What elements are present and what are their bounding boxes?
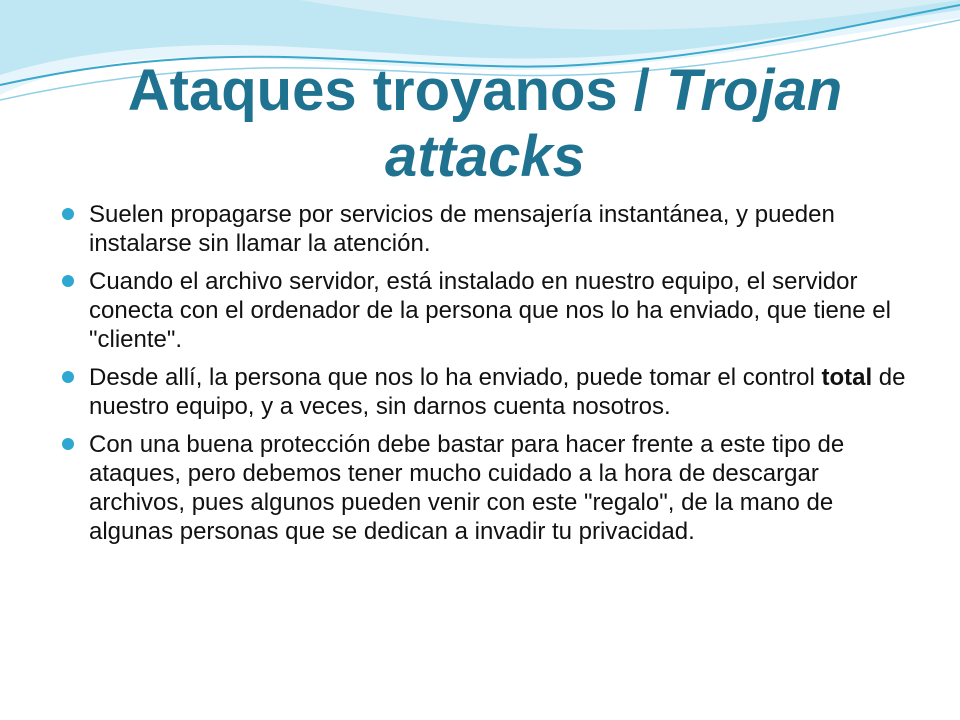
bullet-text-bold: total bbox=[821, 364, 873, 391]
bullet-item bbox=[62, 200, 912, 258]
bullet-text-after: de nuestro equipo, y a veces, sin darnos cuenta nosotros. bbox=[89, 364, 906, 420]
bullet-dot-icon bbox=[62, 438, 74, 450]
bullet-dot-icon bbox=[62, 208, 74, 220]
bullet-item bbox=[62, 363, 912, 421]
bullet-dot-icon bbox=[62, 275, 74, 287]
bullet-text: Cuando el archivo servidor, está instalado en nuestro equipo, el servidor conecta con el ordenador de la persona que nos lo ha enviado, que tiene el "cliente". bbox=[89, 268, 891, 353]
bullet-item bbox=[62, 430, 912, 546]
bullet-text: Con una buena protección debe bastar para hacer frente a este tipo de ataques, pero debemos tener mucho cuidado a la hora de descargar archivos, pues algunos pueden venir con este "regalo", de la mano de algunas personas que se dedican a invadir tu privacidad. bbox=[89, 431, 845, 545]
bullet-text: Suelen propagarse por servicios de mensajería instantánea, y pueden instalarse sin llamar la atención. bbox=[89, 201, 835, 257]
bullet-text-before: Desde allí, la persona que nos lo ha enviado, puede tomar el control bbox=[89, 364, 822, 391]
slide-title bbox=[60, 58, 910, 190]
bullet-list bbox=[62, 200, 912, 555]
title-italic: Trojan attacks bbox=[385, 58, 843, 189]
title-main: Ataques troyanos / bbox=[127, 58, 667, 123]
bullet-item bbox=[62, 267, 912, 354]
bullet-dot-icon bbox=[62, 371, 74, 383]
